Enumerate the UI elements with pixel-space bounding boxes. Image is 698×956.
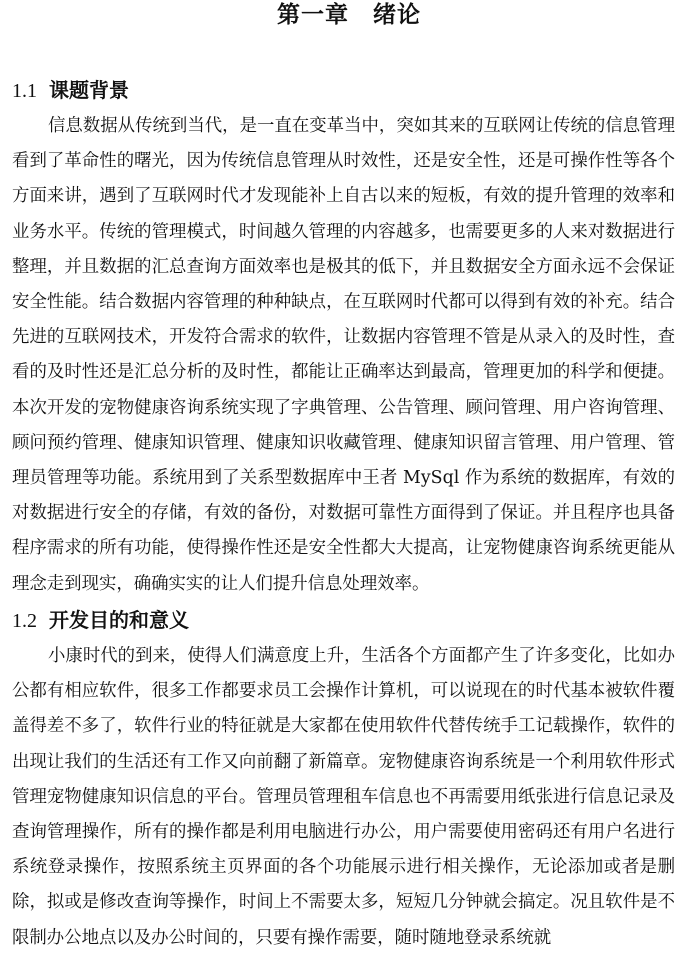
section-heading-purpose bbox=[12, 604, 189, 633]
chapter-title: 第一章 绪论 bbox=[277, 2, 421, 28]
section-heading-background bbox=[12, 74, 129, 103]
section-paragraph-background: 信息数据从传统到当代，是一直在变革当中，突如其来的互联网让传统的信息管理看到了革命性的曙光，因为传统信息管理从时效性，还是安全性，还是可操作性等各个方面来讲，遇到了互联网时代才发现能补上自古以来的短板，有效的提升管理的效率和业务水平。传统的管理模式，时间越久管理的内容越多，也需要更多的人来对数据进行整理，并且数据的汇总查询方面效率也是极其的低下，并且数据安全方面永远不会保证安全性能。结合数据内容管理的种种缺点，在互联网时代都可以得到有效的补充。结合先进的互联网技术，开发符合需求的软件，让数据内容管理不管是从录入的及时性，查看的及时性还是汇总分析的及时性，都能让正确率达到最高，管理更加的科学和便捷。本次开发的宠物健康咨询系统实现了字典管理、公告管理、顾问管理、用户咨询管理、顾问预约管理、健康知识管理、健康知识收藏管理、健康知识留言管理、用户管理、管理员管理等功能。系统用到了关系型数据库中王者 MySql 作为系统的数据库，有效的对数据进行安全的存储，有效的备份，对数据可靠性方面得到了保证。并且程序也具备程序需求的所有功能，使得操作性还是安全性都大大提高，让宠物健康咨询系统更能从理念走到现实，确确实实的让人们提升信息处理效率。 bbox=[12, 116, 675, 594]
section-title: 开发目的和意义 bbox=[49, 608, 189, 632]
section-number: 1.1 bbox=[12, 80, 37, 102]
section-paragraph-purpose: 小康时代的到来，使得人们满意度上升，生活各个方面都产生了许多变化，比如办公都有相应软件，很多工作都要求员工会操作计算机，可以说现在的时代基本被软件覆盖得差不多了，软件行业的特征就是大家都在使用软件代替传统手工记载操作，软件的出现让我们的生活还有工作又向前翻了新篇章。宠物健康咨询系统是一个利用软件形式管理宠物健康知识信息的平台。管理员管理租车信息也不再需要用纸张进行信息记录及查询管理操作，所有的操作都是利用电脑进行办公，用户需要使用密码还有用户名进行系统登录操作，按照系统主页界面的各个功能展示进行相关操作，无论添加或者是删除，拟或是修改查询等操作，时间上不需要太多，短短几分钟就会搞定。况且软件是不限制办公地点以及办公时间的，只要有操作需要，随时随地登录系统就 bbox=[12, 646, 675, 948]
section-title: 课题背景 bbox=[49, 78, 129, 102]
section-number: 1.2 bbox=[12, 610, 37, 632]
